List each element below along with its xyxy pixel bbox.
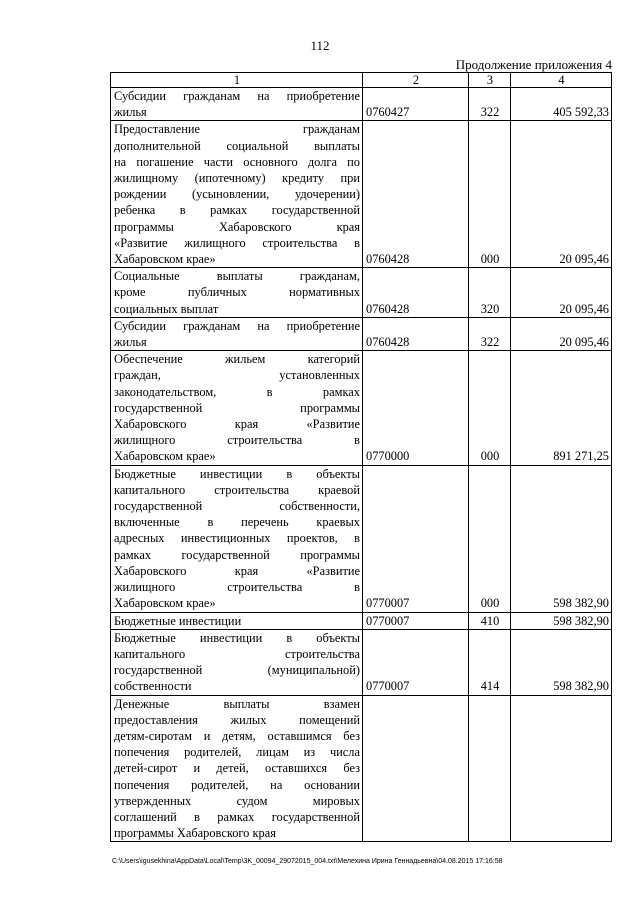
header-col-2: 2 xyxy=(363,73,469,88)
description-line: Хабаровском крае» xyxy=(114,596,216,611)
header-col-1: 1 xyxy=(111,73,363,88)
row-target-code: 0760428 xyxy=(363,268,469,318)
header-col-3: 3 xyxy=(469,73,511,88)
row-amount: 598 382,90 xyxy=(511,465,612,612)
description-line: Хабаровского края «Развитие xyxy=(114,563,360,578)
table-row xyxy=(111,268,612,318)
description-line: Социальные выплаты гражданам, xyxy=(114,269,360,284)
row-expense-kind: 410 xyxy=(469,612,511,629)
description-line: граждан, установленных xyxy=(114,368,360,383)
row-amount: 20 095,46 xyxy=(511,317,612,350)
description-line: капитального строительства краевой xyxy=(114,482,360,497)
description-line: попечения родителей, на основании xyxy=(114,777,360,792)
table-row xyxy=(111,695,612,842)
row-amount: 405 592,33 xyxy=(511,88,612,121)
table-row xyxy=(111,88,612,121)
description-line: жилья xyxy=(114,335,147,350)
footer-file-path: C:\Users\igusekhina\AppData\Local\Temp\3K_00094_29072015_004.txt\Мелехина Ирина Геннадьевна\04.08.2015 17:16:58 xyxy=(112,858,503,865)
continuation-label: Продолжение приложения 4 xyxy=(455,57,612,72)
table-row xyxy=(111,351,612,465)
description-line: Хабаровского края «Развитие xyxy=(114,417,360,432)
description-line: рамках государственной программы xyxy=(114,547,360,562)
description-line: социальных выплат xyxy=(114,301,219,316)
row-target-code: 0770007 xyxy=(363,629,469,695)
table-row xyxy=(111,121,612,268)
description-line: Бюджетные инвестиции в объекты xyxy=(114,466,360,481)
description-line: Хабаровском крае» xyxy=(114,252,216,267)
description-line: жилищного строительства в xyxy=(114,580,360,595)
row-target-code: 0760428 xyxy=(363,317,469,350)
description-line: жилья xyxy=(114,105,147,120)
table-row xyxy=(111,465,612,612)
description-line: включенные в перечень краевых xyxy=(114,515,360,530)
description-line: государственной программы xyxy=(114,400,360,415)
row-description xyxy=(111,695,363,842)
description-line: кроме публичных нормативных xyxy=(114,285,360,300)
row-amount xyxy=(511,695,612,842)
row-amount: 598 382,90 xyxy=(511,629,612,695)
table-header-row xyxy=(111,73,612,88)
page-number: 112 xyxy=(310,38,330,53)
description-line: «Развитие жилищного строительства в xyxy=(114,235,360,250)
description-line: Субсидии гражданам на приобретение xyxy=(114,318,360,333)
row-description xyxy=(111,351,363,465)
row-description xyxy=(111,268,363,318)
description-line: программы Хабаровского края xyxy=(114,219,360,234)
description-line: программы Хабаровского края xyxy=(114,826,276,841)
description-line: капитального строительства xyxy=(114,646,360,661)
description-line: Бюджетные инвестиции в объекты xyxy=(114,630,360,645)
description-line: государственной (муниципальной) xyxy=(114,663,360,678)
description-line: законодательством, в рамках xyxy=(114,384,360,399)
row-expense-kind: 000 xyxy=(469,465,511,612)
description-line: ребенка в рамках государственной xyxy=(114,203,360,218)
description-line: предоставления жилых помещений xyxy=(114,712,360,727)
row-description xyxy=(111,612,363,629)
row-amount: 20 095,46 xyxy=(511,268,612,318)
row-expense-kind xyxy=(469,695,511,842)
row-target-code xyxy=(363,695,469,842)
row-target-code: 0770000 xyxy=(363,351,469,465)
row-description xyxy=(111,88,363,121)
description-line: жилищному (ипотечному) кредиту при xyxy=(114,171,360,186)
row-description xyxy=(111,629,363,695)
row-expense-kind: 320 xyxy=(469,268,511,318)
row-target-code: 0770007 xyxy=(363,465,469,612)
description-line: Субсидии гражданам на приобретение xyxy=(114,89,360,103)
description-line: Хабаровском крае» xyxy=(114,449,216,464)
row-target-code: 0760428 xyxy=(363,121,469,268)
table-row xyxy=(111,317,612,350)
row-description xyxy=(111,121,363,268)
description-line: Бюджетные инвестиции xyxy=(114,613,242,628)
description-line: на погашение части основного долга по xyxy=(114,154,360,169)
table-row xyxy=(111,612,612,629)
row-description xyxy=(111,317,363,350)
row-expense-kind: 322 xyxy=(469,88,511,121)
description-line: детям-сиротам и детям, оставшимся без xyxy=(114,728,360,743)
row-expense-kind: 414 xyxy=(469,629,511,695)
row-amount: 20 095,46 xyxy=(511,121,612,268)
table-row xyxy=(111,629,612,695)
description-line: жилищного строительства в xyxy=(114,433,360,448)
row-amount: 598 382,90 xyxy=(511,612,612,629)
header-col-4: 4 xyxy=(511,73,612,88)
description-line: дополнительной социальной выплаты xyxy=(114,138,360,153)
description-line: рождении (усыновлении, удочерении) xyxy=(114,187,360,202)
description-line: Денежные выплаты взамен xyxy=(114,696,360,711)
row-target-code: 0770007 xyxy=(363,612,469,629)
row-expense-kind: 000 xyxy=(469,351,511,465)
description-line: собственности xyxy=(114,679,192,694)
budget-table xyxy=(110,72,612,842)
description-line: Предоставление гражданам xyxy=(114,122,360,137)
description-line: государственной собственности, xyxy=(114,499,360,514)
row-description xyxy=(111,465,363,612)
description-line: попечения родителей, лицам из числа xyxy=(114,745,360,760)
row-target-code: 0760427 xyxy=(363,88,469,121)
row-expense-kind: 322 xyxy=(469,317,511,350)
row-amount: 891 271,25 xyxy=(511,351,612,465)
description-line: детей-сирот и детей, оставшихся без xyxy=(114,761,360,776)
description-line: утвержденных судом мировых xyxy=(114,793,360,808)
row-expense-kind: 000 xyxy=(469,121,511,268)
description-line: Обеспечение жильем категорий xyxy=(114,352,360,367)
description-line: соглашений в рамках государственной xyxy=(114,809,360,824)
description-line: адресных инвестиционных проектов, в xyxy=(114,531,360,546)
